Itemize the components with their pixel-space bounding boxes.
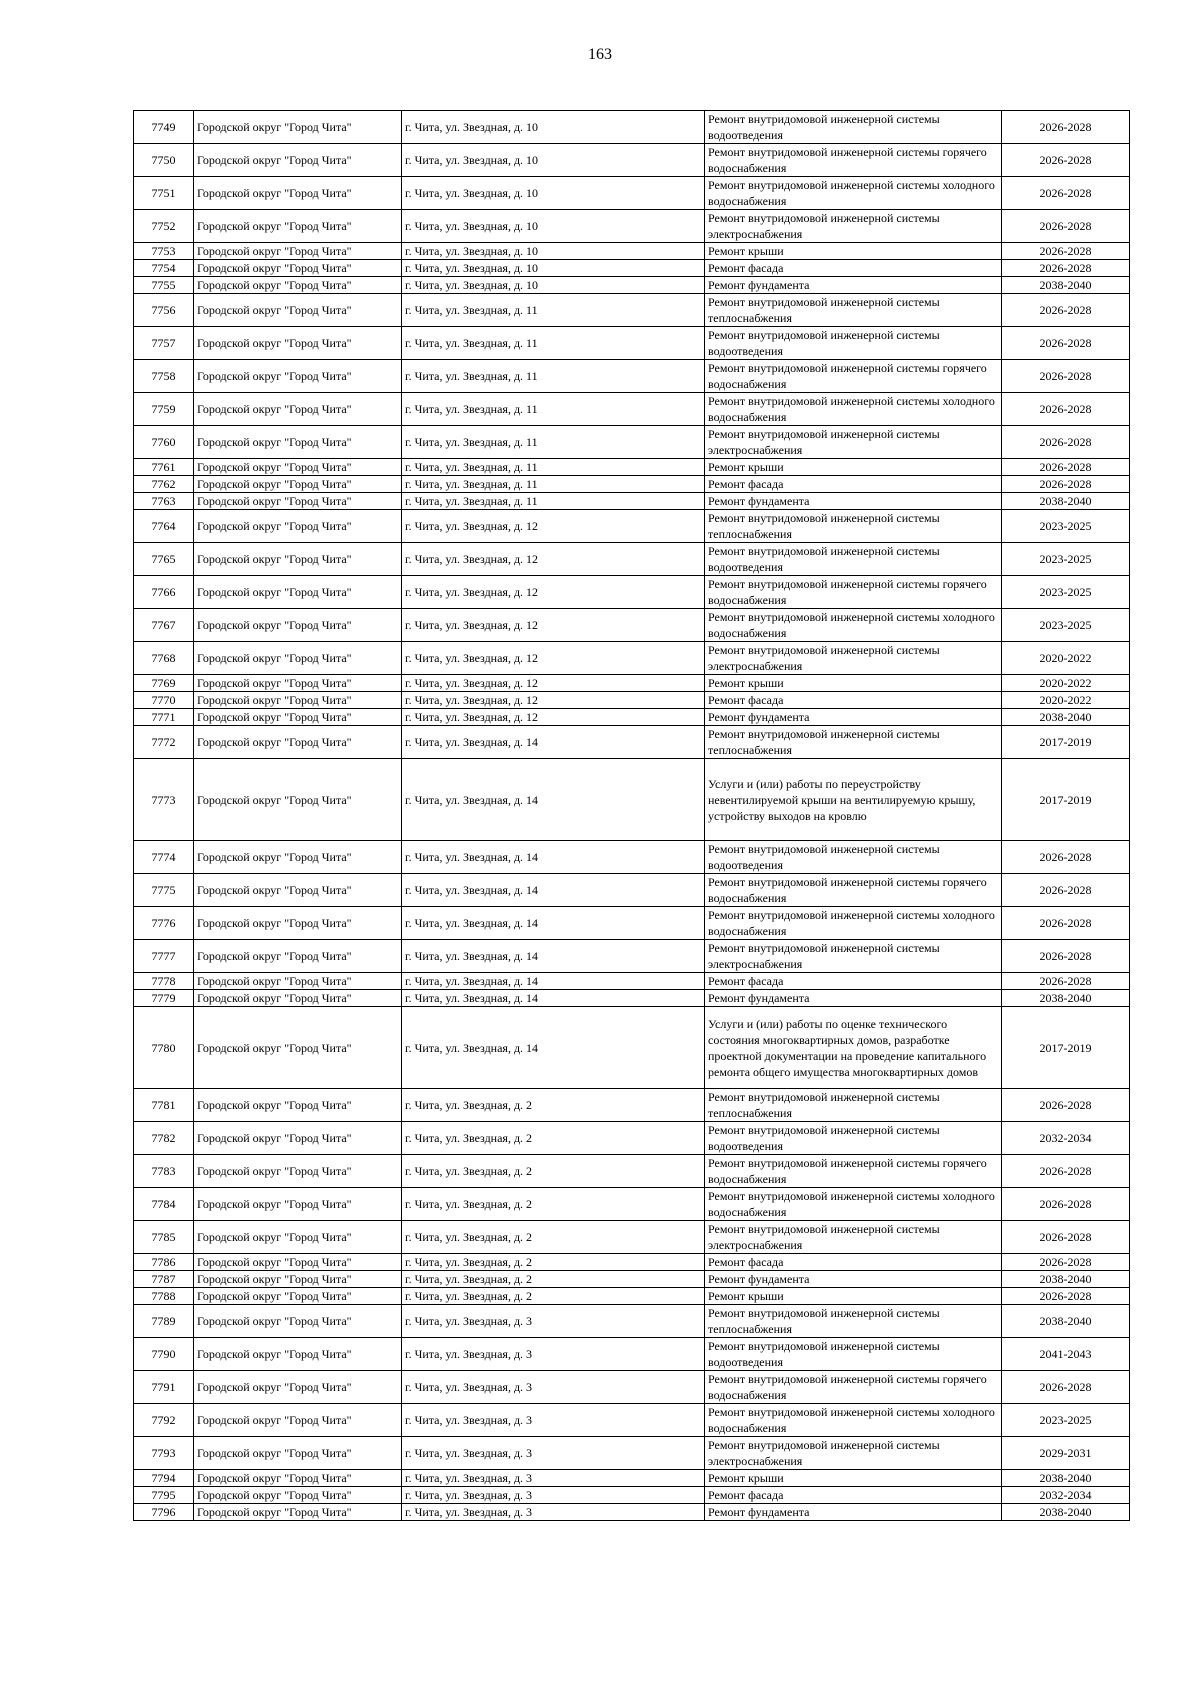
table-row [134,907,1130,940]
period-cell: 2026-2028 [1002,1288,1130,1305]
period-cell: 2017-2019 [1002,726,1130,759]
address-cell: г. Чита, ул. Звездная, д. 11 [402,426,705,459]
period-cell: 2026-2028 [1002,1188,1130,1221]
table-row [134,692,1130,709]
work-type-cell: Ремонт фундамента [705,277,1002,294]
period-cell: 2038-2040 [1002,1504,1130,1521]
row-number-cell: 7763 [134,493,194,510]
period-cell: 2026-2028 [1002,210,1130,243]
period-cell: 2023-2025 [1002,1404,1130,1437]
period-cell: 2023-2025 [1002,510,1130,543]
municipality-cell: Городской округ "Город Чита" [194,759,402,841]
table-row [134,576,1130,609]
row-number-cell: 7774 [134,841,194,874]
period-cell: 2026-2028 [1002,459,1130,476]
work-type-cell: Ремонт крыши [705,459,1002,476]
row-number-cell: 7767 [134,609,194,642]
municipality-cell: Городской округ "Город Чита" [194,874,402,907]
work-type-cell: Ремонт внутридомовой инженерной системы электроснабжения [705,1437,1002,1470]
municipality-cell: Городской округ "Город Чита" [194,543,402,576]
row-number-cell: 7789 [134,1305,194,1338]
work-type-cell: Ремонт внутридомовой инженерной системы холодного водоснабжения [705,907,1002,940]
period-cell: 2026-2028 [1002,360,1130,393]
work-type-cell: Ремонт крыши [705,675,1002,692]
address-cell: г. Чита, ул. Звездная, д. 2 [402,1254,705,1271]
table-row [134,1188,1130,1221]
row-number-cell: 7749 [134,111,194,144]
row-number-cell: 7755 [134,277,194,294]
municipality-cell: Городской округ "Город Чита" [194,327,402,360]
work-type-cell: Ремонт внутридомовой инженерной системы горячего водоснабжения [705,360,1002,393]
row-number-cell: 7757 [134,327,194,360]
work-type-cell: Ремонт внутридомовой инженерной системы водоотведения [705,327,1002,360]
table-row [134,1089,1130,1122]
work-type-cell: Ремонт внутридомовой инженерной системы водоотведения [705,543,1002,576]
municipality-cell: Городской округ "Город Чита" [194,642,402,675]
address-cell: г. Чита, ул. Звездная, д. 12 [402,692,705,709]
work-type-cell: Ремонт внутридомовой инженерной системы горячего водоснабжения [705,1155,1002,1188]
work-type-cell: Ремонт фасада [705,260,1002,277]
table-row [134,1504,1130,1521]
row-number-cell: 7775 [134,874,194,907]
address-cell: г. Чита, ул. Звездная, д. 3 [402,1338,705,1371]
address-cell: г. Чита, ул. Звездная, д. 14 [402,726,705,759]
municipality-cell: Городской округ "Город Чита" [194,210,402,243]
work-type-cell: Ремонт внутридомовой инженерной системы теплоснабжения [705,1305,1002,1338]
municipality-cell: Городской округ "Город Чита" [194,426,402,459]
table-row [134,1122,1130,1155]
repair-schedule-table [133,110,1130,1521]
table-row [134,1404,1130,1437]
address-cell: г. Чита, ул. Звездная, д. 12 [402,675,705,692]
period-cell: 2038-2040 [1002,493,1130,510]
address-cell: г. Чита, ул. Звездная, д. 14 [402,759,705,841]
municipality-cell: Городской округ "Город Чита" [194,1122,402,1155]
municipality-cell: Городской округ "Город Чита" [194,243,402,260]
table-row [134,1437,1130,1470]
municipality-cell: Городской округ "Город Чита" [194,144,402,177]
work-type-cell: Ремонт внутридомовой инженерной системы электроснабжения [705,210,1002,243]
work-type-cell: Услуги и (или) работы по оценке технического состояния многоквартирных домов, разработке проектной документации на проведение капитального ремонта общего имущества многоквартирных домов [705,1007,1002,1089]
period-cell: 2038-2040 [1002,990,1130,1007]
municipality-cell: Городской округ "Город Чита" [194,1487,402,1504]
period-cell: 2038-2040 [1002,1305,1130,1338]
municipality-cell: Городской округ "Город Чита" [194,709,402,726]
period-cell: 2029-2031 [1002,1437,1130,1470]
row-number-cell: 7769 [134,675,194,692]
period-cell: 2026-2028 [1002,260,1130,277]
work-type-cell: Ремонт фасада [705,476,1002,493]
municipality-cell: Городской округ "Город Чита" [194,111,402,144]
work-type-cell: Ремонт внутридомовой инженерной системы теплоснабжения [705,294,1002,327]
municipality-cell: Городской округ "Город Чита" [194,476,402,493]
address-cell: г. Чита, ул. Звездная, д. 10 [402,243,705,260]
table-row [134,1271,1130,1288]
row-number-cell: 7751 [134,177,194,210]
row-number-cell: 7787 [134,1271,194,1288]
period-cell: 2023-2025 [1002,576,1130,609]
period-cell: 2026-2028 [1002,874,1130,907]
period-cell: 2026-2028 [1002,177,1130,210]
row-number-cell: 7790 [134,1338,194,1371]
table-row [134,973,1130,990]
address-cell: г. Чита, ул. Звездная, д. 14 [402,841,705,874]
address-cell: г. Чита, ул. Звездная, д. 10 [402,260,705,277]
period-cell: 2017-2019 [1002,1007,1130,1089]
municipality-cell: Городской округ "Город Чита" [194,1404,402,1437]
work-type-cell: Ремонт внутридомовой инженерной системы холодного водоснабжения [705,1404,1002,1437]
work-type-cell: Ремонт фасада [705,1254,1002,1271]
work-type-cell: Ремонт внутридомовой инженерной системы водоотведения [705,841,1002,874]
period-cell: 2026-2028 [1002,1221,1130,1254]
address-cell: г. Чита, ул. Звездная, д. 11 [402,360,705,393]
period-cell: 2026-2028 [1002,426,1130,459]
municipality-cell: Городской округ "Город Чита" [194,1504,402,1521]
address-cell: г. Чита, ул. Звездная, д. 2 [402,1288,705,1305]
work-type-cell: Ремонт внутридомовой инженерной системы теплоснабжения [705,726,1002,759]
address-cell: г. Чита, ул. Звездная, д. 14 [402,907,705,940]
address-cell: г. Чита, ул. Звездная, д. 14 [402,940,705,973]
address-cell: г. Чита, ул. Звездная, д. 2 [402,1122,705,1155]
municipality-cell: Городской округ "Город Чита" [194,1288,402,1305]
period-cell: 2023-2025 [1002,609,1130,642]
period-cell: 2032-2034 [1002,1122,1130,1155]
table-row [134,642,1130,675]
row-number-cell: 7770 [134,692,194,709]
work-type-cell: Ремонт фундамента [705,493,1002,510]
table-row [134,493,1130,510]
address-cell: г. Чита, ул. Звездная, д. 3 [402,1470,705,1487]
row-number-cell: 7760 [134,426,194,459]
table-row [134,476,1130,493]
table-row [134,990,1130,1007]
municipality-cell: Городской округ "Город Чита" [194,1155,402,1188]
municipality-cell: Городской округ "Город Чита" [194,1089,402,1122]
row-number-cell: 7750 [134,144,194,177]
table-row [134,327,1130,360]
period-cell: 2026-2028 [1002,393,1130,426]
work-type-cell: Ремонт внутридомовой инженерной системы горячего водоснабжения [705,576,1002,609]
table-row [134,1288,1130,1305]
address-cell: г. Чита, ул. Звездная, д. 2 [402,1155,705,1188]
table-row [134,426,1130,459]
address-cell: г. Чита, ул. Звездная, д. 10 [402,277,705,294]
municipality-cell: Городской округ "Город Чита" [194,726,402,759]
work-type-cell: Ремонт внутридомовой инженерной системы водоотведения [705,1122,1002,1155]
municipality-cell: Городской округ "Город Чита" [194,1470,402,1487]
address-cell: г. Чита, ул. Звездная, д. 12 [402,609,705,642]
row-number-cell: 7785 [134,1221,194,1254]
address-cell: г. Чита, ул. Звездная, д. 10 [402,210,705,243]
address-cell: г. Чита, ул. Звездная, д. 14 [402,973,705,990]
municipality-cell: Городской округ "Город Чита" [194,692,402,709]
address-cell: г. Чита, ул. Звездная, д. 10 [402,111,705,144]
work-type-cell: Ремонт внутридомовой инженерной системы электроснабжения [705,642,1002,675]
row-number-cell: 7756 [134,294,194,327]
row-number-cell: 7792 [134,1404,194,1437]
period-cell: 2020-2022 [1002,692,1130,709]
table-row [134,543,1130,576]
work-type-cell: Ремонт фасада [705,973,1002,990]
address-cell: г. Чита, ул. Звездная, д. 12 [402,642,705,675]
address-cell: г. Чита, ул. Звездная, д. 2 [402,1221,705,1254]
municipality-cell: Городской округ "Город Чита" [194,1188,402,1221]
row-number-cell: 7772 [134,726,194,759]
municipality-cell: Городской округ "Город Чита" [194,940,402,973]
period-cell: 2026-2028 [1002,476,1130,493]
municipality-cell: Городской округ "Город Чита" [194,576,402,609]
address-cell: г. Чита, ул. Звездная, д. 2 [402,1271,705,1288]
work-type-cell: Ремонт внутридомовой инженерной системы горячего водоснабжения [705,874,1002,907]
work-type-cell: Ремонт внутридомовой инженерной системы водоотведения [705,111,1002,144]
period-cell: 2026-2028 [1002,841,1130,874]
period-cell: 2017-2019 [1002,759,1130,841]
table-row [134,709,1130,726]
work-type-cell: Ремонт внутридомовой инженерной системы теплоснабжения [705,510,1002,543]
municipality-cell: Городской округ "Город Чита" [194,1254,402,1271]
period-cell: 2041-2043 [1002,1338,1130,1371]
table-row [134,841,1130,874]
row-number-cell: 7793 [134,1437,194,1470]
period-cell: 2026-2028 [1002,973,1130,990]
address-cell: г. Чита, ул. Звездная, д. 11 [402,476,705,493]
table-row [134,510,1130,543]
row-number-cell: 7782 [134,1122,194,1155]
period-cell: 2026-2028 [1002,907,1130,940]
row-number-cell: 7796 [134,1504,194,1521]
table-row [134,144,1130,177]
work-type-cell: Ремонт внутридомовой инженерной системы электроснабжения [705,1221,1002,1254]
work-type-cell: Ремонт внутридомовой инженерной системы горячего водоснабжения [705,144,1002,177]
period-cell: 2026-2028 [1002,1371,1130,1404]
municipality-cell: Городской округ "Город Чита" [194,973,402,990]
period-cell: 2026-2028 [1002,243,1130,260]
period-cell: 2038-2040 [1002,1271,1130,1288]
address-cell: г. Чита, ул. Звездная, д. 3 [402,1305,705,1338]
work-type-cell: Ремонт фундамента [705,709,1002,726]
row-number-cell: 7754 [134,260,194,277]
table-row [134,111,1130,144]
table-row [134,675,1130,692]
table-row [134,1371,1130,1404]
row-number-cell: 7783 [134,1155,194,1188]
table-row [134,243,1130,260]
table-row [134,940,1130,973]
period-cell: 2038-2040 [1002,709,1130,726]
period-cell: 2026-2028 [1002,940,1130,973]
address-cell: г. Чита, ул. Звездная, д. 11 [402,327,705,360]
address-cell: г. Чита, ул. Звездная, д. 12 [402,543,705,576]
table-row [134,177,1130,210]
table-row [134,277,1130,294]
row-number-cell: 7795 [134,1487,194,1504]
period-cell: 2026-2028 [1002,327,1130,360]
row-number-cell: 7784 [134,1188,194,1221]
row-number-cell: 7780 [134,1007,194,1089]
table-row [134,1254,1130,1271]
work-type-cell: Ремонт внутридомовой инженерной системы холодного водоснабжения [705,177,1002,210]
table-row [134,1487,1130,1504]
row-number-cell: 7761 [134,459,194,476]
row-number-cell: 7786 [134,1254,194,1271]
address-cell: г. Чита, ул. Звездная, д. 12 [402,576,705,609]
period-cell: 2026-2028 [1002,294,1130,327]
work-type-cell: Ремонт внутридомовой инженерной системы горячего водоснабжения [705,1371,1002,1404]
work-type-cell: Ремонт крыши [705,243,1002,260]
work-type-cell: Ремонт фундамента [705,1504,1002,1521]
period-cell: 2038-2040 [1002,277,1130,294]
period-cell: 2023-2025 [1002,543,1130,576]
table-row [134,874,1130,907]
municipality-cell: Городской округ "Город Чита" [194,1371,402,1404]
work-type-cell: Ремонт фундамента [705,1271,1002,1288]
table-row [134,459,1130,476]
table-row [134,294,1130,327]
period-cell: 2032-2034 [1002,1487,1130,1504]
row-number-cell: 7765 [134,543,194,576]
row-number-cell: 7768 [134,642,194,675]
table-row [134,609,1130,642]
work-type-cell: Ремонт крыши [705,1470,1002,1487]
municipality-cell: Городской округ "Город Чита" [194,675,402,692]
municipality-cell: Городской округ "Город Чита" [194,360,402,393]
municipality-cell: Городской округ "Город Чита" [194,1221,402,1254]
address-cell: г. Чита, ул. Звездная, д. 3 [402,1504,705,1521]
work-type-cell: Ремонт фасада [705,692,1002,709]
row-number-cell: 7764 [134,510,194,543]
work-type-cell: Ремонт внутридомовой инженерной системы электроснабжения [705,940,1002,973]
work-type-cell: Ремонт фундамента [705,990,1002,1007]
address-cell: г. Чита, ул. Звездная, д. 3 [402,1487,705,1504]
row-number-cell: 7779 [134,990,194,1007]
address-cell: г. Чита, ул. Звездная, д. 3 [402,1371,705,1404]
address-cell: г. Чита, ул. Звездная, д. 14 [402,990,705,1007]
row-number-cell: 7752 [134,210,194,243]
period-cell: 2038-2040 [1002,1470,1130,1487]
period-cell: 2026-2028 [1002,1089,1130,1122]
address-cell: г. Чита, ул. Звездная, д. 12 [402,709,705,726]
table-row [134,1338,1130,1371]
address-cell: г. Чита, ул. Звездная, д. 11 [402,393,705,426]
municipality-cell: Городской округ "Город Чита" [194,609,402,642]
table-row [134,210,1130,243]
table-row [134,759,1130,841]
address-cell: г. Чита, ул. Звездная, д. 11 [402,459,705,476]
table-row [134,1007,1130,1089]
row-number-cell: 7766 [134,576,194,609]
municipality-cell: Городской округ "Город Чита" [194,841,402,874]
address-cell: г. Чита, ул. Звездная, д. 11 [402,294,705,327]
table-row [134,1221,1130,1254]
table-row [134,260,1130,277]
municipality-cell: Городской округ "Город Чита" [194,177,402,210]
address-cell: г. Чита, ул. Звездная, д. 3 [402,1437,705,1470]
municipality-cell: Городской округ "Город Чита" [194,493,402,510]
row-number-cell: 7762 [134,476,194,493]
period-cell: 2026-2028 [1002,1254,1130,1271]
table-row [134,726,1130,759]
period-cell: 2026-2028 [1002,111,1130,144]
work-type-cell: Ремонт фасада [705,1487,1002,1504]
period-cell: 2020-2022 [1002,675,1130,692]
table-row [134,393,1130,426]
municipality-cell: Городской округ "Город Чита" [194,1305,402,1338]
page-number: 163 [588,46,612,63]
address-cell: г. Чита, ул. Звездная, д. 10 [402,177,705,210]
work-type-cell: Ремонт внутридомовой инженерной системы холодного водоснабжения [705,1188,1002,1221]
work-type-cell: Ремонт крыши [705,1288,1002,1305]
work-type-cell: Ремонт внутридомовой инженерной системы холодного водоснабжения [705,393,1002,426]
table-row [134,1155,1130,1188]
address-cell: г. Чита, ул. Звездная, д. 10 [402,144,705,177]
row-number-cell: 7753 [134,243,194,260]
row-number-cell: 7777 [134,940,194,973]
address-cell: г. Чита, ул. Звездная, д. 14 [402,1007,705,1089]
row-number-cell: 7791 [134,1371,194,1404]
row-number-cell: 7759 [134,393,194,426]
address-cell: г. Чита, ул. Звездная, д. 12 [402,510,705,543]
row-number-cell: 7778 [134,973,194,990]
municipality-cell: Городской округ "Город Чита" [194,294,402,327]
table-row [134,1305,1130,1338]
address-cell: г. Чита, ул. Звездная, д. 2 [402,1188,705,1221]
address-cell: г. Чита, ул. Звездная, д. 2 [402,1089,705,1122]
work-type-cell: Услуги и (или) работы по переустройству невентилируемой крыши на вентилируемую крышу, устройству выходов на кровлю [705,759,1002,841]
municipality-cell: Городской округ "Город Чита" [194,1437,402,1470]
row-number-cell: 7776 [134,907,194,940]
municipality-cell: Городской округ "Город Чита" [194,1338,402,1371]
address-cell: г. Чита, ул. Звездная, д. 14 [402,874,705,907]
municipality-cell: Городской округ "Город Чита" [194,1007,402,1089]
address-cell: г. Чита, ул. Звездная, д. 11 [402,493,705,510]
work-type-cell: Ремонт внутридомовой инженерной системы электроснабжения [705,426,1002,459]
work-type-cell: Ремонт внутридомовой инженерной системы теплоснабжения [705,1089,1002,1122]
table-body [134,111,1130,1521]
work-type-cell: Ремонт внутридомовой инженерной системы водоотведения [705,1338,1002,1371]
municipality-cell: Городской округ "Город Чита" [194,393,402,426]
row-number-cell: 7758 [134,360,194,393]
row-number-cell: 7773 [134,759,194,841]
table-row [134,1470,1130,1487]
work-type-cell: Ремонт внутридомовой инженерной системы холодного водоснабжения [705,609,1002,642]
municipality-cell: Городской округ "Город Чита" [194,990,402,1007]
municipality-cell: Городской округ "Город Чита" [194,510,402,543]
table-row [134,360,1130,393]
period-cell: 2026-2028 [1002,1155,1130,1188]
row-number-cell: 7771 [134,709,194,726]
address-cell: г. Чита, ул. Звездная, д. 3 [402,1404,705,1437]
period-cell: 2020-2022 [1002,642,1130,675]
municipality-cell: Городской округ "Город Чита" [194,459,402,476]
municipality-cell: Городской округ "Город Чита" [194,907,402,940]
municipality-cell: Городской округ "Город Чита" [194,1271,402,1288]
municipality-cell: Городской округ "Город Чита" [194,277,402,294]
municipality-cell: Городской округ "Город Чита" [194,260,402,277]
period-cell: 2026-2028 [1002,144,1130,177]
row-number-cell: 7788 [134,1288,194,1305]
row-number-cell: 7794 [134,1470,194,1487]
row-number-cell: 7781 [134,1089,194,1122]
